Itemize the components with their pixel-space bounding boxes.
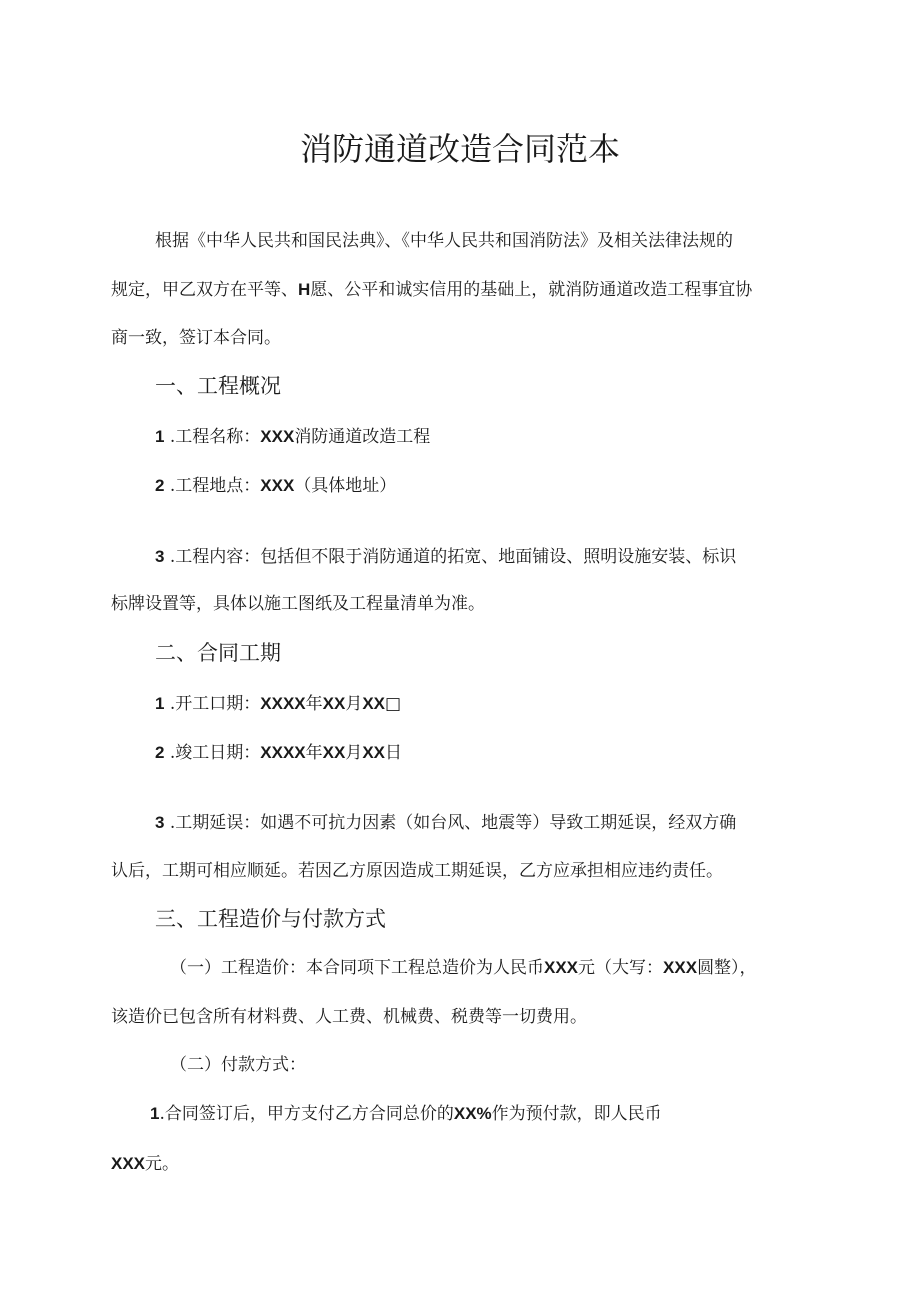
s3-pay-1-line2-b: XXX: [111, 1154, 146, 1173]
s3-price-c: 元（大写：: [578, 958, 664, 978]
s2-item-2: [155, 741, 402, 765]
s3-pay-1-c: 作为预付款，即人民币: [491, 1104, 662, 1124]
s2-item-1-d-unit: □: [385, 694, 402, 714]
s2-item-2-y-unit: 年: [305, 743, 323, 763]
s1-item-2-value-rest: （具体地址）: [294, 476, 397, 496]
section-heading-1: 一、工程概况: [155, 374, 281, 398]
page-title: 消防通道改造合同范本: [299, 130, 620, 168]
s1-item-1-value-bold: XXX: [260, 427, 295, 446]
intro-line-2: [111, 278, 752, 302]
intro-line-1: 根据《中华人民共和国民法典》、《中华人民共和国消防法》及相关法律法规的: [155, 231, 733, 251]
s3-pay-1-line-2: [111, 1152, 179, 1176]
s1-item-2: [155, 474, 396, 498]
s1-item-2-value-bold: XXX: [260, 476, 295, 495]
s1-item-3-num: 3: [155, 547, 165, 566]
intro-line-2-b: H: [298, 280, 311, 299]
s2-item-2-m: XX: [322, 743, 346, 762]
section-heading-3: 三、工程造价与付款方式: [155, 907, 386, 931]
s2-item-1-num: 1: [155, 694, 165, 713]
s2-item-3-num: 3: [155, 813, 165, 832]
s1-item-3-line-1: [155, 545, 736, 569]
s2-item-3-rest: 如遇不可抗力因素（如台风、地震等）导致工期延误，经双方确: [260, 813, 737, 833]
s1-item-1-value-rest: 消防通道改造工程: [294, 427, 431, 447]
s3-pay-1-a: .合同签订后，甲方支付乙方合同总价的: [159, 1104, 454, 1124]
s2-item-2-num: 2: [155, 743, 165, 762]
s3-pay-1-b: XX%: [453, 1104, 492, 1123]
s3-pay-1-line-1: [150, 1102, 662, 1126]
s2-item-2-y: XXXX: [260, 743, 306, 762]
s1-item-3-label: .工程内容：: [169, 547, 261, 567]
intro-line-2-c: 愿、公平和诚实信用的基础上，就消防通道改造工程事宜协: [310, 280, 753, 300]
s2-item-1-m: XX: [322, 694, 346, 713]
s2-item-2-d: XX: [362, 743, 386, 762]
s3-price-b: XXX: [544, 958, 579, 977]
s3-price-a: （一）工程造价：本合同项下工程总造价为人民币: [170, 958, 544, 978]
s2-item-1-label: .开工口期：: [169, 694, 261, 714]
s2-item-3-line-1: [155, 811, 736, 835]
s1-item-3-rest: 包括但不限于消防通道的拓宽、地面铺设、照明设施安装、标识: [260, 547, 737, 567]
s2-item-1-y: XXXX: [260, 694, 306, 713]
s3-price-line-1: [170, 956, 757, 980]
intro-line-3: 商一致，签订本合同。: [111, 328, 281, 348]
section-heading-2: 二、合同工期: [155, 641, 281, 665]
s1-item-1-label: .工程名称：: [169, 427, 261, 447]
s3-price-e: 圆整），: [697, 958, 757, 978]
s3-price-line-2: 该造价已包含所有材料费、人工费、机械费、税费等一切费用。: [111, 1007, 587, 1027]
s2-item-2-label: .竣工日期：: [169, 743, 261, 763]
s1-item-2-label: .工程地点：: [169, 476, 261, 496]
s1-item-1-num: 1: [155, 427, 165, 446]
s2-item-1-d: XX: [362, 694, 386, 713]
s2-item-2-m-unit: 月: [345, 743, 363, 763]
s2-item-1-y-unit: 年: [305, 694, 323, 714]
s2-item-3-label: .工期延误：: [169, 813, 261, 833]
s3-payment-label: （二）付款方式：: [170, 1055, 306, 1075]
s1-item-3-line-2: 标牌设置等，具体以施工图纸及工程量清单为准。: [111, 594, 485, 614]
s2-item-1-m-unit: 月: [345, 694, 363, 714]
s3-price-d: XXX: [663, 958, 698, 977]
intro-line-2-a: 规定，甲乙双方在平等、: [111, 280, 298, 300]
s1-item-1: [155, 425, 430, 449]
s3-pay-1-line2-c: 元。: [145, 1154, 180, 1174]
s1-item-2-num: 2: [155, 476, 165, 495]
s2-item-1: [155, 692, 401, 716]
s2-item-3-line-2: 认后，工期可相应顺延。若因乙方原因造成工期延误，乙方应承担相应违约责任。: [111, 861, 723, 881]
s2-item-2-d-unit: 日: [385, 743, 403, 763]
s3-pay-1-num: 1: [150, 1104, 160, 1123]
